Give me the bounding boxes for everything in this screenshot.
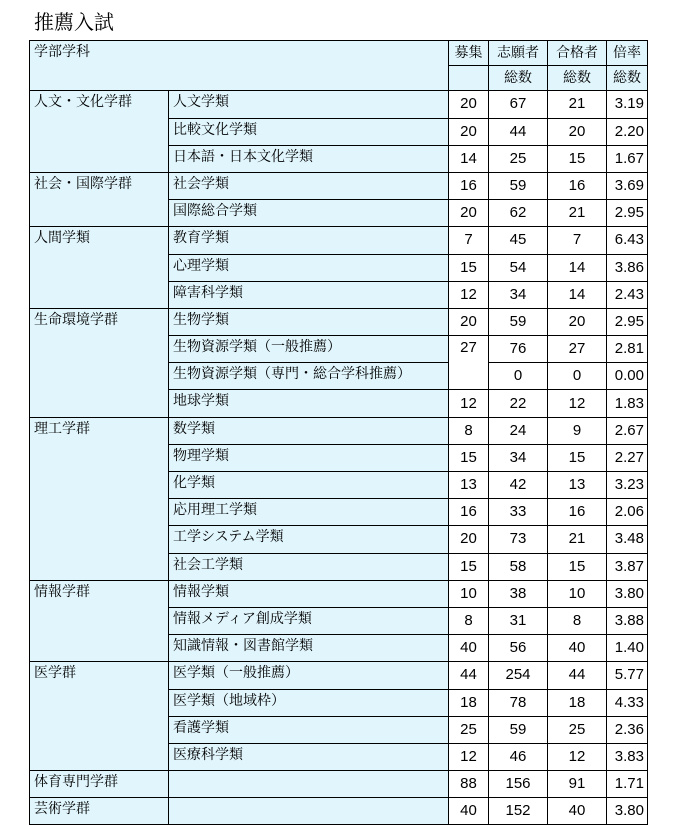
dept-name: 看護学類 [169,716,449,743]
dept-name: 日本語・日本文化学類 [169,145,449,172]
ratio-cell: 3.83 [607,743,648,770]
passed-cell: 20 [548,308,607,335]
applicants-cell: 54 [489,254,548,281]
dept-name: 生物資源学類（一般推薦） [169,336,449,363]
dept-name [169,771,449,798]
quota-cell: 8 [449,607,489,634]
ratio-cell: 2.67 [607,417,648,444]
passed-cell: 40 [548,635,607,662]
group-name: 理工学群 [30,417,169,580]
applicants-cell: 0 [489,363,548,390]
passed-cell: 14 [548,254,607,281]
quota-cell: 13 [449,472,489,499]
dept-name: 国際総合学類 [169,200,449,227]
passed-cell: 12 [548,390,607,417]
group-name: 情報学群 [30,580,169,662]
header-row [30,41,648,66]
passed-cell: 15 [548,444,607,471]
quota-cell: 15 [449,254,489,281]
dept-name: 地球学類 [169,390,449,417]
dept-name: 障害科学類 [169,281,449,308]
quota-cell: 18 [449,689,489,716]
quota-cell: 20 [449,526,489,553]
ratio-cell: 3.48 [607,526,648,553]
applicants-cell: 62 [489,200,548,227]
dept-name: 生物資源学類（専門・総合学科推薦） [169,363,449,390]
applicants-cell: 34 [489,281,548,308]
dept-name: 物理学類 [169,444,449,471]
quota-cell: 7 [449,227,489,254]
header-ratio: 倍率 [607,41,648,66]
group-name: 社会・国際学群 [30,172,169,226]
dept-name: 化学類 [169,472,449,499]
quota-cell: 15 [449,553,489,580]
passed-cell: 21 [548,526,607,553]
passed-cell: 8 [548,607,607,634]
applicants-cell: 44 [489,118,548,145]
quota-cell: 14 [449,145,489,172]
table-row [30,580,648,607]
ratio-cell: 3.80 [607,580,648,607]
passed-cell: 40 [548,798,607,825]
ratio-cell: 2.43 [607,281,648,308]
quota-cell: 40 [449,798,489,825]
applicants-cell: 34 [489,444,548,471]
passed-cell: 16 [548,499,607,526]
ratio-cell: 2.81 [607,336,648,363]
ratio-cell: 2.27 [607,444,648,471]
applicants-cell: 33 [489,499,548,526]
ratio-cell: 0.00 [607,363,648,390]
ratio-cell: 2.95 [607,308,648,335]
passed-cell: 15 [548,145,607,172]
ratio-cell: 2.06 [607,499,648,526]
dept-name: 心理学類 [169,254,449,281]
table-row [30,91,648,118]
dept-name: 情報学類 [169,580,449,607]
dept-name [169,798,449,825]
quota-cell: 40 [449,635,489,662]
quota-cell: 20 [449,91,489,118]
applicants-cell: 73 [489,526,548,553]
applicants-cell: 76 [489,336,548,363]
passed-cell: 13 [548,472,607,499]
passed-cell: 16 [548,172,607,199]
applicants-cell: 67 [489,91,548,118]
passed-cell: 25 [548,716,607,743]
passed-cell: 18 [548,689,607,716]
table-row [30,771,648,798]
quota-cell: 12 [449,281,489,308]
dept-name: 医療科学類 [169,743,449,770]
ratio-cell: 1.83 [607,390,648,417]
quota-cell: 12 [449,390,489,417]
passed-cell: 9 [548,417,607,444]
dept-name: 医学類（一般推薦） [169,662,449,689]
applicants-cell: 59 [489,716,548,743]
applicants-cell: 58 [489,553,548,580]
ratio-cell: 3.87 [607,553,648,580]
table-row [30,227,648,254]
header-quota: 募集 [449,41,489,66]
applicants-cell: 31 [489,607,548,634]
quota-cell: 15 [449,444,489,471]
applicants-cell: 42 [489,472,548,499]
header-dept: 学部学科 [30,41,449,91]
table-row [30,798,648,825]
dept-name: 人文学類 [169,91,449,118]
passed-cell: 7 [548,227,607,254]
applicants-cell: 38 [489,580,548,607]
dept-name: 社会工学類 [169,553,449,580]
ratio-cell: 3.86 [607,254,648,281]
ratio-cell: 3.69 [607,172,648,199]
applicants-cell: 59 [489,172,548,199]
passed-cell: 91 [548,771,607,798]
quota-cell: 12 [449,743,489,770]
header-applicants: 志願者 [489,41,548,66]
subheader-passed: 総数 [548,66,607,91]
dept-name: 比較文化学類 [169,118,449,145]
ratio-cell: 3.23 [607,472,648,499]
ratio-cell: 2.20 [607,118,648,145]
page-title: 推薦入試 [34,10,114,34]
ratio-cell: 5.77 [607,662,648,689]
quota-cell: 44 [449,662,489,689]
applicants-cell: 22 [489,390,548,417]
group-name: 人文・文化学群 [30,91,169,173]
quota-cell: 10 [449,580,489,607]
group-name: 人間学類 [30,227,169,309]
ratio-cell: 1.71 [607,771,648,798]
quota-cell: 16 [449,172,489,199]
quota-cell: 20 [449,308,489,335]
group-name: 体育専門学群 [30,771,169,798]
quota-cell: 20 [449,200,489,227]
dept-name: 数学類 [169,417,449,444]
passed-cell: 44 [548,662,607,689]
applicants-cell: 46 [489,743,548,770]
passed-cell: 21 [548,91,607,118]
ratio-cell: 6.43 [607,227,648,254]
applicants-cell: 56 [489,635,548,662]
ratio-cell: 4.33 [607,689,648,716]
dept-name: 生物学類 [169,308,449,335]
dept-name: 医学類（地域枠） [169,689,449,716]
passed-cell: 12 [548,743,607,770]
ratio-cell: 3.19 [607,91,648,118]
applicants-cell: 59 [489,308,548,335]
subheader-quota [449,66,489,91]
ratio-cell: 1.40 [607,635,648,662]
ratio-cell: 2.36 [607,716,648,743]
applicants-cell: 152 [489,798,548,825]
applicants-cell: 45 [489,227,548,254]
dept-name: 社会学類 [169,172,449,199]
applicants-cell: 254 [489,662,548,689]
ratio-cell: 2.95 [607,200,648,227]
ratio-cell: 1.67 [607,145,648,172]
passed-cell: 27 [548,336,607,363]
quota-cell: 25 [449,716,489,743]
applicants-cell: 156 [489,771,548,798]
subheader-ratio: 総数 [607,66,648,91]
dept-name: 応用理工学類 [169,499,449,526]
admissions-table [29,40,648,825]
applicants-cell: 24 [489,417,548,444]
passed-cell: 10 [548,580,607,607]
dept-name: 情報メディア創成学類 [169,607,449,634]
group-name: 医学群 [30,662,169,771]
table-row [30,662,648,689]
quota-cell: 16 [449,499,489,526]
group-name: 生命環境学群 [30,308,169,417]
group-name: 芸術学群 [30,798,169,825]
table-row [30,172,648,199]
header-passed: 合格者 [548,41,607,66]
table-row [30,417,648,444]
ratio-cell: 3.80 [607,798,648,825]
subheader-applicants: 総数 [489,66,548,91]
ratio-cell: 3.88 [607,607,648,634]
quota-cell: 27 [449,336,489,390]
passed-cell: 21 [548,200,607,227]
applicants-cell: 78 [489,689,548,716]
dept-name: 知識情報・図書館学類 [169,635,449,662]
dept-name: 工学システム学類 [169,526,449,553]
passed-cell: 14 [548,281,607,308]
applicants-cell: 25 [489,145,548,172]
quota-cell: 8 [449,417,489,444]
passed-cell: 20 [548,118,607,145]
quota-cell: 88 [449,771,489,798]
dept-name: 教育学類 [169,227,449,254]
quota-cell: 20 [449,118,489,145]
table-row [30,308,648,335]
passed-cell: 0 [548,363,607,390]
passed-cell: 15 [548,553,607,580]
